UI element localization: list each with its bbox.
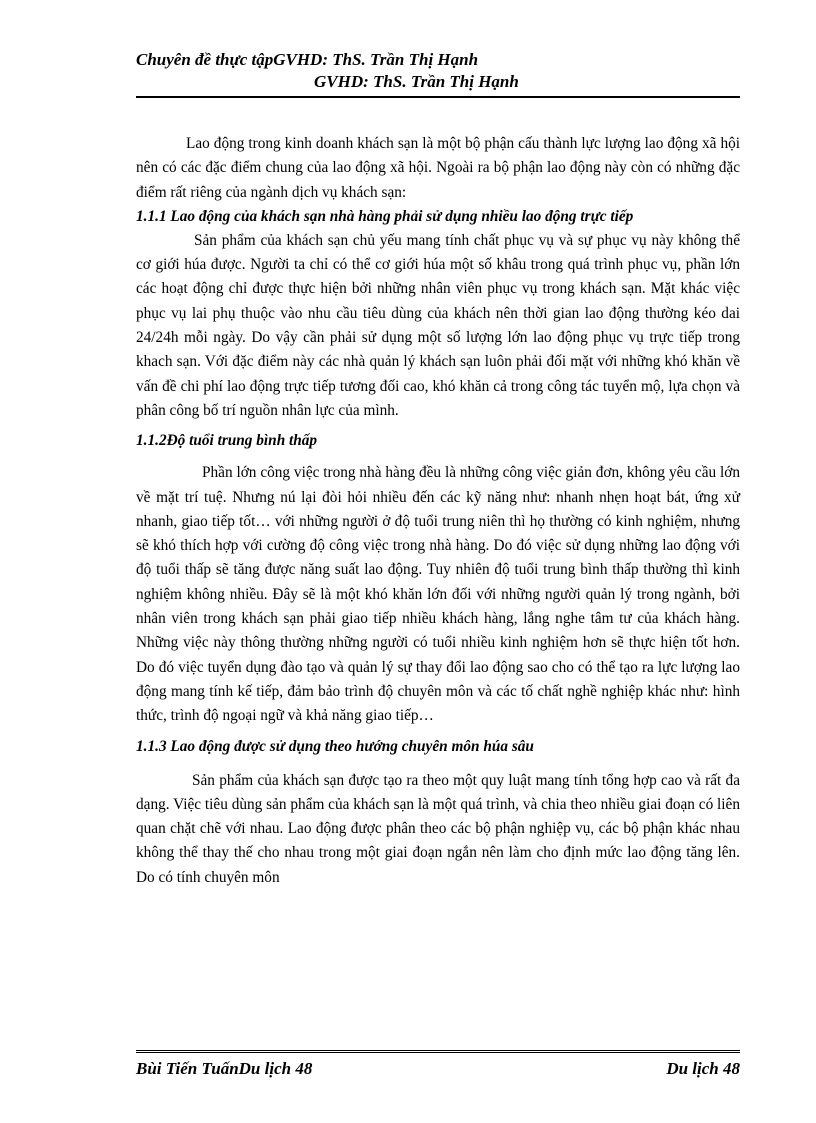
section-paragraph-1-1-2: Phần lớn công việc trong nhà hàng đều là những công việc giản đơn, không yêu cầu lớn về mặt trí tuệ. Nhưng nú lại đòi hỏi nhiều đến các kỹ năng như: nhanh nhẹn hoạt bát, ứng xử nhanh, giao tiếp tốt… với những người ở độ tuổi trung niên thì họ thường có kinh nghiệm, nhưng sẽ khó thích hợp với cường độ công việc trong nhà hàng. Do đó việc sử dụng những lao động với độ tuổi thấp sẽ tăng được năng suất lao động. Tuy nhiên độ tuổi trung bình thấp thường thì kinh nghiệm không nhiều. Đây sẽ là một khó khăn lớn đối với những người quản lý trong ngành, bởi nhân viên trong khách sạn phải giao tiếp nhiều khách hàng, lắng nghe tâm tư của khách hàng. Những việc này thông thường những người có tuổi nhiều kinh nghiệm hơn sẽ thực hiện tốt hơn. Do đó việc tuyển dụng đào tạo và quản lý sự thay đổi lao động sao cho có thể tạo ra lực lượng lao động mang tính kế tiếp, đảm bảo trình độ chuyên môn và các tố chất nghề nghiệp khác như: hình thức, trình độ ngoại ngữ và khả năng giao tiếp… <box>136 464 740 725</box>
page-header <box>136 46 740 98</box>
footer-left: Bùi Tiến TuấnDu lịch 48 <box>136 1059 313 1078</box>
header-line-2: GVHD: ThS. Trần Thị Hạnh <box>314 72 519 91</box>
section-heading-1-1-1: 1.1.1 Lao động của khách sạn nhà hàng phải sử dụng nhiều lao động trực tiếp <box>136 207 634 225</box>
intro-paragraph: Lao động trong kinh doanh khách sạn là một bộ phận cấu thành lực lượng lao động xã hội nên có các đặc điểm chung của lao động xã hội. Ngoài ra bộ phận lao động này còn có những đặc điểm rất riêng của ngành dịch vụ khách sạn: <box>136 135 740 201</box>
page-footer <box>136 1050 740 1083</box>
footer-right: Du lịch 48 <box>666 1059 740 1078</box>
section-paragraph-1-1-3: Sản phẩm của khách sạn được tạo ra theo một quy luật mang tính tổng hợp cao và rất đa dạng. Việc tiêu dùng sản phẩm của khách sạn là một quá trình, và chia theo nhiều giai đoạn có liên quan chặt chẽ với nhau. Lao động được phân theo các bộ phận nghiệp vụ, các bộ phận khác nhau không thể thay thế cho nhau trong một giai đoạn ngắn nên làm cho định mức lao động tăng lên. Do có tính chuyên môn <box>136 771 740 886</box>
document-body <box>136 132 740 890</box>
section-heading-1-1-2: 1.1.2Độ tuổi trung bình thấp <box>136 432 318 450</box>
header-line-1: Chuyên đề thực tậpGVHD: ThS. Trần Thị Hạnh <box>136 50 479 69</box>
section-paragraph-1-1-1: Sản phẩm của khách sạn chủ yếu mang tính chất phục vụ và sự phục vụ này không thể cơ giới húa được. Người ta chỉ có thể cơ giới húa một số khâu trong quá trình phục vụ, phần lớn các hoạt động chỉ được thực hiện bởi những nhân viên phục vụ trong khách sạn. Mặt khác việc phục vụ lai phụ thuộc vào nhu cầu tiêu dùng của khách nên thời gian lao động thường kéo dai 24/24h mỗi ngày. Do vậy cần phải sử dụng một số lượng lớn lao động phục vụ trực tiếp trong khach sạn. Với đặc điểm này các nhà quản lý khách sạn luôn phải đối mặt với những khó khăn về vấn đề chi phí lao động trực tiếp tương đối cao, khó khăn cả trong công tác tuyển mộ, lựa chọn và phân công bố trí nguồn nhân lực của mình. <box>136 231 740 419</box>
section-heading-1-1-3: 1.1.3 Lao động được sử dụng theo hướng chuyên môn húa sâu <box>136 737 534 755</box>
